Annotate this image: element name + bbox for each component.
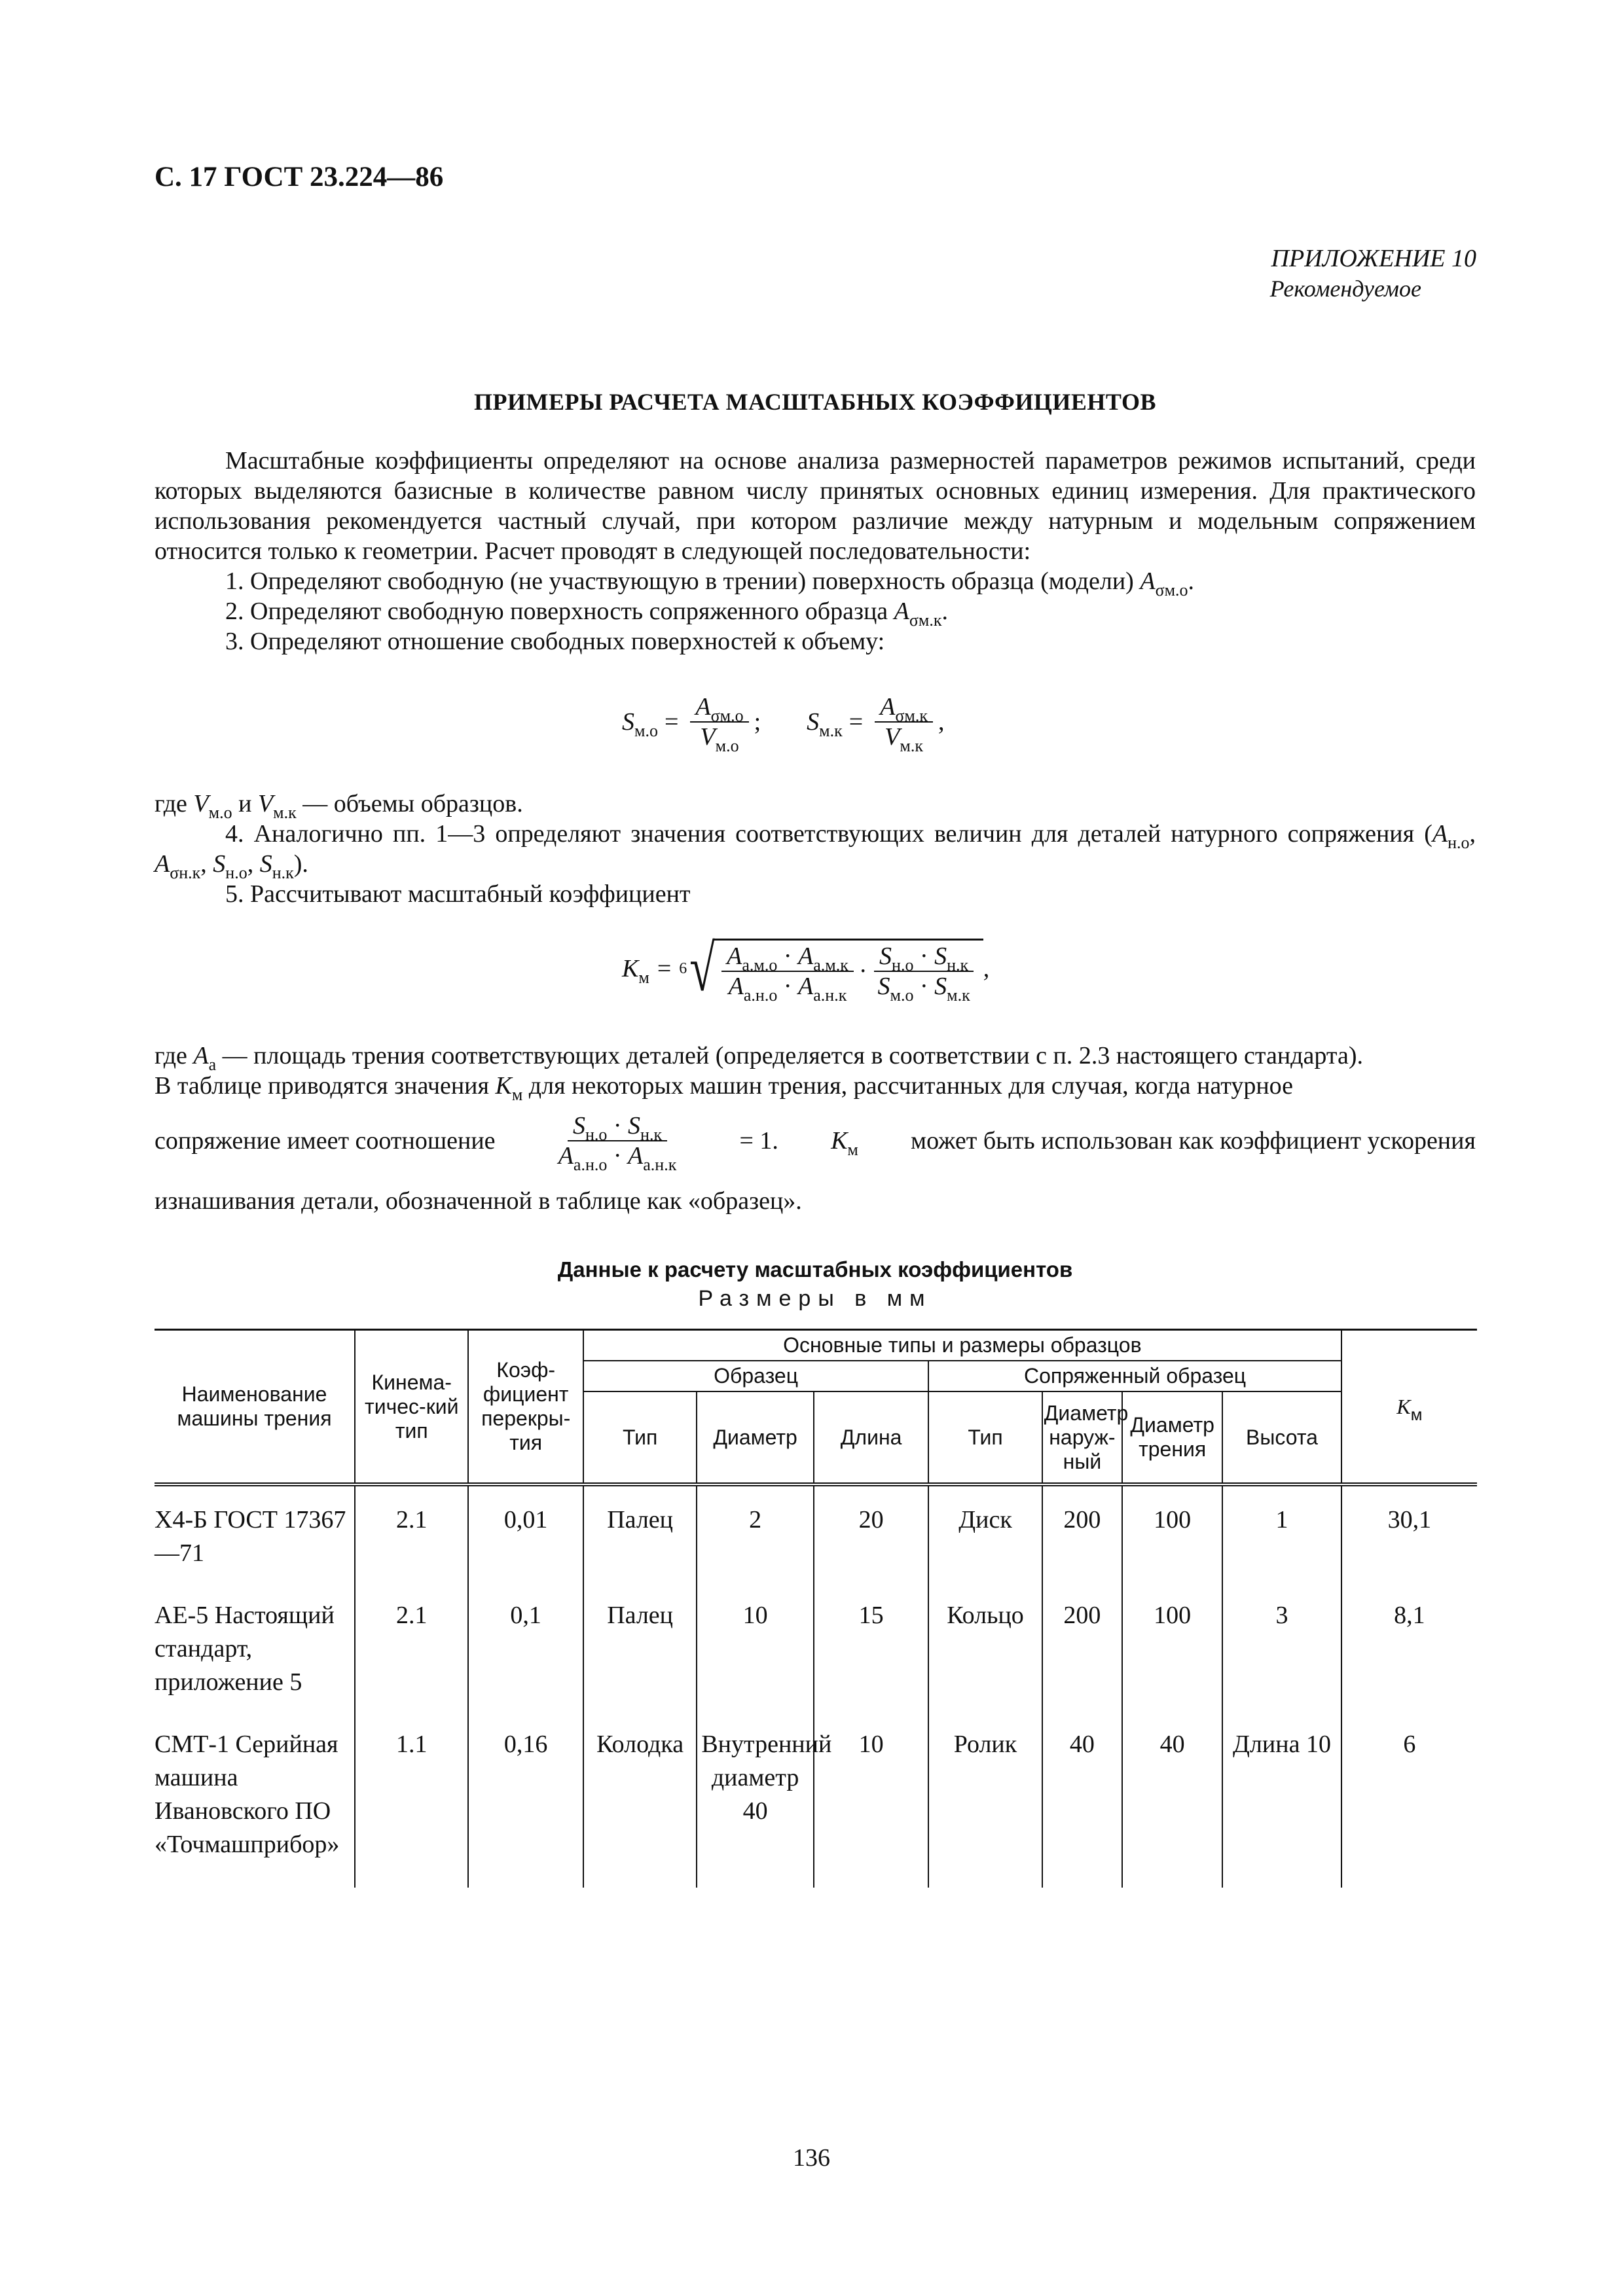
step-3: 3. Определяют отношение свободных поверхностей к объему: <box>225 628 885 655</box>
step-4: 4. Аналогично пп. 1—3 определяют значения соответствующих величин для деталей натурного сопряжения ($A_{н.о}$, $A_{\sigma н.к}$, $S_{н.о}$, $S_{н.к}$). <box>155 820 1476 882</box>
volumes-note: где $V_{м.о}$ и $V_{м.к}$ — объемы образцов. <box>155 790 523 822</box>
col-km: $K_м$ <box>1341 1330 1477 1485</box>
table-intro: В таблице приводятся значения $K_м$ для некоторых машин трения, рассчитанных для случая, когда натурное <box>155 1072 1294 1104</box>
intro-paragraph: Масштабные коэффициенты определяют на основе анализа размерностей параметров режимов испытаний, среди которых выделяются базисные в количестве равном числу принятых основных единиц измерения. Для практического использования рекомендуется частный случай, при котором различие между натурным и модельным сопряжением относится только к геометрии. Расчет проводят в следующей последовательности: <box>155 447 1476 565</box>
col-sample-group: Образец <box>583 1361 928 1391</box>
col-main-group: Основные типы и размеры образцов <box>583 1330 1341 1361</box>
step-1: 1. Определяют свободную (не участвующую в трении) поверхность образца (модели) $A_{\sigma м.о}$. <box>225 567 1195 600</box>
col-mate-type: Тип <box>928 1391 1042 1484</box>
table-units: Размеры в мм <box>698 1286 932 1311</box>
col-mate-outer: Диаметр наруж-ный <box>1042 1391 1122 1484</box>
col-sample-length: Длина <box>814 1391 928 1484</box>
appendix-number: ПРИЛОЖЕНИЕ 10 <box>1271 245 1476 272</box>
col-mate-fric: Диаметр трения <box>1122 1391 1222 1484</box>
step-2: 2. Определяют свободную поверхность сопряженного образца $A_{\sigma м.к}$. <box>225 598 948 630</box>
table-row: АЕ-5 Настоящий стандарт, приложение 5 2.1 0,1 Палец 10 15 Кольцо 200 100 3 8,1 <box>155 1596 1477 1725</box>
table-row: Х4-Б ГОСТ 17367—71 2.1 0,01 Палец 2 20 Диск 200 100 1 30,1 <box>155 1484 1477 1596</box>
col-coef: Коэф-фициент перекры-тия <box>468 1330 583 1485</box>
ratio-line-end: изнашивания детали, обозначенной в таблице как «образец». <box>155 1187 802 1215</box>
col-mate-height: Высота <box>1222 1391 1341 1484</box>
friction-area-note: где $A_а$ — площадь трения соответствующих деталей (определяется в соответствии с п. 2.3 настоящего стандарта). <box>155 1042 1363 1074</box>
col-mate-group: Сопряженный образец <box>928 1361 1341 1391</box>
page-header: С. 17 ГОСТ 23.224—86 <box>155 162 444 192</box>
table-row: СМТ-1 Серийная машина Ивановского ПО «Точмашприбор» 1.1 0,16 Колодка Внутренний диаметр 40 10 Ролик 40 40 Длина 10 6 <box>155 1725 1477 1888</box>
step-5: 5. Рассчитывают масштабный коэффициент <box>225 880 691 908</box>
data-table <box>155 1329 1477 1888</box>
appendix-label <box>1270 243 1476 304</box>
page-number: 136 <box>793 2144 830 2172</box>
section-title: ПРИМЕРЫ РАСЧЕТА МАСШТАБНЫХ КОЭФФИЦИЕНТОВ <box>474 389 1156 415</box>
formula-km: $K_м$ = 6 √ $\frac{A_{а.м.о} \cdot A_{а.м.к}}{A_{а.н.о} \cdot A_{а.н.к}}$ · $\frac{S_{н.о} \cdot S_{н.к}}{S_{м.о} \cdot S_{м.к}}$ , <box>622 932 990 1005</box>
table-title: Данные к расчету масштабных коэффициентов <box>557 1257 1073 1282</box>
col-kin-type: Кинема-тичес-кий тип <box>355 1330 468 1485</box>
col-sample-type: Тип <box>583 1391 697 1484</box>
formula-s-ratio: $S_{м.о}$ = $\frac{A_{\sigma м.о}}{V_{м.о}}$ ; $S_{м.к}$ = $\frac{A_{\sigma м.к}}{V_{м.к}}$ , <box>622 693 945 755</box>
ratio-line: сопряжение имеет соотношение $\frac{S_{н.о} \cdot S_{н.к}}{A_{а.н.о} \cdot A_{а.н.к}}$ = 1. $K_м$ может быть использован как коэффициент ускорения <box>155 1112 1476 1174</box>
col-machine: Наименование машины трения <box>155 1330 355 1485</box>
col-sample-diam: Диаметр <box>697 1391 814 1484</box>
appendix-status: Рекомендуемое <box>1269 276 1421 302</box>
